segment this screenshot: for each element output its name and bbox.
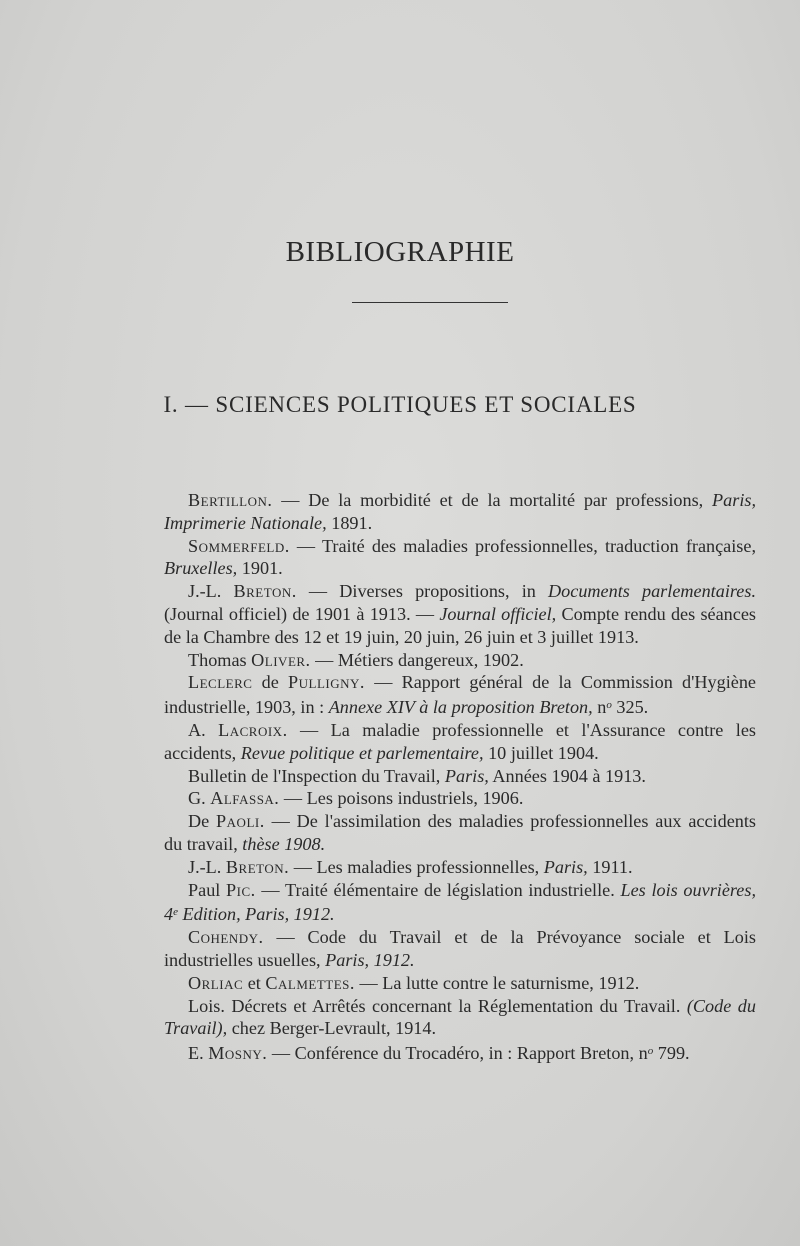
entry-author: Paoli. <box>216 811 265 832</box>
bib-entry: Orliac et Calmettes. — La lutte contre le saturnisme, 1912. <box>188 972 640 993</box>
bib-entry: Lois. Décrets et Arrêtés concernant la Réglementation du Travail. (Code du Travail), chez Berger-Levrault, 1914. <box>164 995 756 1039</box>
page-title: BIBLIOGRAPHIE <box>285 236 515 268</box>
bib-entry: Thomas Oliver. — Métiers dangereux, 1902. <box>188 649 524 670</box>
entry-author: Orliac <box>188 972 244 993</box>
entry-author: Oliver. <box>251 649 311 670</box>
bib-entry: J.-L. Breton. — Diverses propositions, in Documents parlementaires. (Journal officiel) de 1901 à 1913. — Journal officiel, Compte rendu des séances de la Chambre des 12 et 19 juin, 20 juin, 26 juin et 3 juillet 1913. <box>164 581 756 647</box>
entry-author: Mosny. <box>208 1043 268 1064</box>
bib-entry: Cohendy. — Code du Travail et de la Prévoyance sociale et Lois industrielles usuelles, Paris, 1912. <box>164 927 756 970</box>
entry-author: Sommerfeld. <box>188 535 290 556</box>
bib-entry: Bertillon. — De la morbidité et de la mortalité par professions, Paris, Imprimerie Nationale, 1891. <box>164 490 756 533</box>
entry-author: Leclerc <box>188 672 253 693</box>
entry-author: Breton. <box>233 581 297 602</box>
bib-entry: E. Mosny. — Conférence du Trocadéro, in : Rapport Breton, $n^o$ 799. <box>188 1043 690 1064</box>
section-heading: I. — SCIENCES POLITIQUES ET SOCIALES <box>163 392 637 417</box>
bib-entry: G. Alfassa. — Les poisons industriels, 1906. <box>188 788 524 809</box>
bib-entry: De Paoli. — De l'assimilation des maladies professionnelles aux accidents du travail, thèse 1908. <box>164 811 757 854</box>
entry-author: Pic. <box>226 879 256 900</box>
bib-entry: Sommerfeld. — Traité des maladies professionnelles, traduction française, Bruxelles, 1901. <box>164 535 756 579</box>
entry-author: Lacroix. <box>218 719 288 740</box>
bib-entry: A. Lacroix. — La maladie professionnelle et l'Assurance contre les accidents, Revue politique et parlementaire, 10 juillet 1904. <box>164 719 756 763</box>
title-rule <box>352 302 508 303</box>
entry-author: Calmettes. <box>265 972 355 993</box>
bib-entry: Leclerc de Pulligny. — Rapport général de la Commission d'Hygiène industrielle, 1903, in : Annexe XIV à la proposition Breton, $n^o$ 325. <box>164 672 756 718</box>
bib-entry: Paul Pic. — Traité élémentaire de législation industrielle. Les lois ouvrières, 4e Edition, Paris, 1912. <box>164 879 756 925</box>
bib-entry: J.-L. Breton. — Les maladies professionnelles, Paris, 1911. <box>188 856 633 877</box>
bibliography-list <box>164 489 756 1065</box>
entry-author: Cohendy. <box>188 927 264 948</box>
entry-author: Bertillon. <box>188 490 273 510</box>
entry-author: Alfassa. <box>210 788 280 809</box>
entry-author: Pulligny. <box>288 672 365 693</box>
entry-author: Breton. <box>225 856 290 877</box>
bib-entry: Bulletin de l'Inspection du Travail, Paris, Années 1904 à 1913. <box>188 765 646 786</box>
